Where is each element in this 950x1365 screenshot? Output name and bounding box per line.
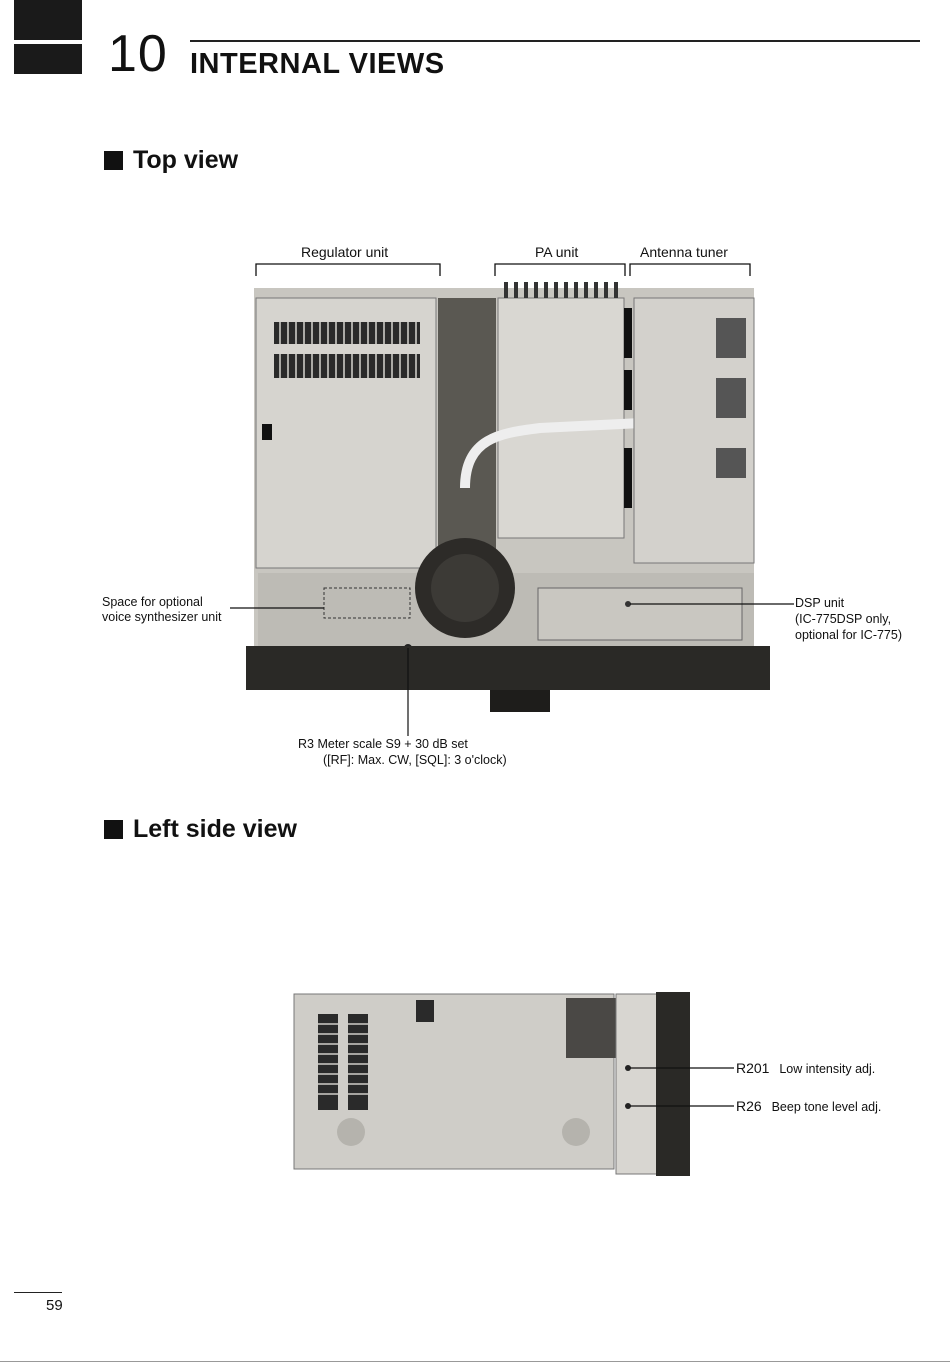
label-dsp-line2: (IC-775DSP only, — [795, 612, 892, 626]
label-r3-line2: ([RF]: Max. CW, [SQL]: 3 o'clock) — [323, 753, 507, 767]
header-rule — [190, 40, 920, 42]
label-r201-id: R201 — [736, 1060, 770, 1076]
chapter-number: 10 — [108, 25, 168, 83]
section-bullet-icon — [104, 820, 123, 839]
label-antenna-tuner: Antenna tuner — [640, 244, 728, 260]
section-bullet-icon — [104, 151, 123, 170]
label-dsp-line1: DSP unit — [795, 596, 845, 610]
label-voice-synth-line1: Space for optional — [102, 595, 203, 609]
section-heading-top-view — [104, 146, 238, 175]
label-r3-line1: R3 Meter scale S9 + 30 dB set — [298, 737, 468, 751]
label-r26 — [736, 1098, 881, 1115]
label-r201-desc: Low intensity adj. — [779, 1062, 876, 1076]
top-view-photo — [240, 258, 775, 763]
section-heading-text: Left side view — [133, 815, 297, 843]
chapter-tab-marker — [14, 0, 82, 40]
section-heading-left-side-view — [104, 815, 297, 844]
label-dsp-line3: optional for IC-775) — [795, 628, 903, 642]
page-number: 59 — [46, 1297, 63, 1314]
unit-brackets — [256, 264, 750, 276]
callout-lines-left-side — [628, 1062, 738, 1122]
section-heading-text: Top view — [133, 146, 239, 174]
label-voice-synth-line2: voice synthesizer unit — [102, 610, 222, 624]
label-pa-unit: PA unit — [535, 244, 579, 260]
callout-line-dsp — [628, 598, 798, 610]
label-r26-id: R26 — [736, 1098, 762, 1114]
bottom-edge-rule — [0, 1361, 950, 1362]
chapter-tab-marker-lower — [14, 44, 82, 74]
label-r26-desc: Beep tone level adj. — [771, 1100, 882, 1114]
callout-line-voice-synth — [228, 600, 328, 624]
label-regulator-unit: Regulator unit — [301, 244, 389, 260]
footer-rule — [14, 1292, 62, 1293]
label-r201 — [736, 1060, 875, 1077]
chapter-title: INTERNAL VIEWS — [190, 48, 445, 80]
